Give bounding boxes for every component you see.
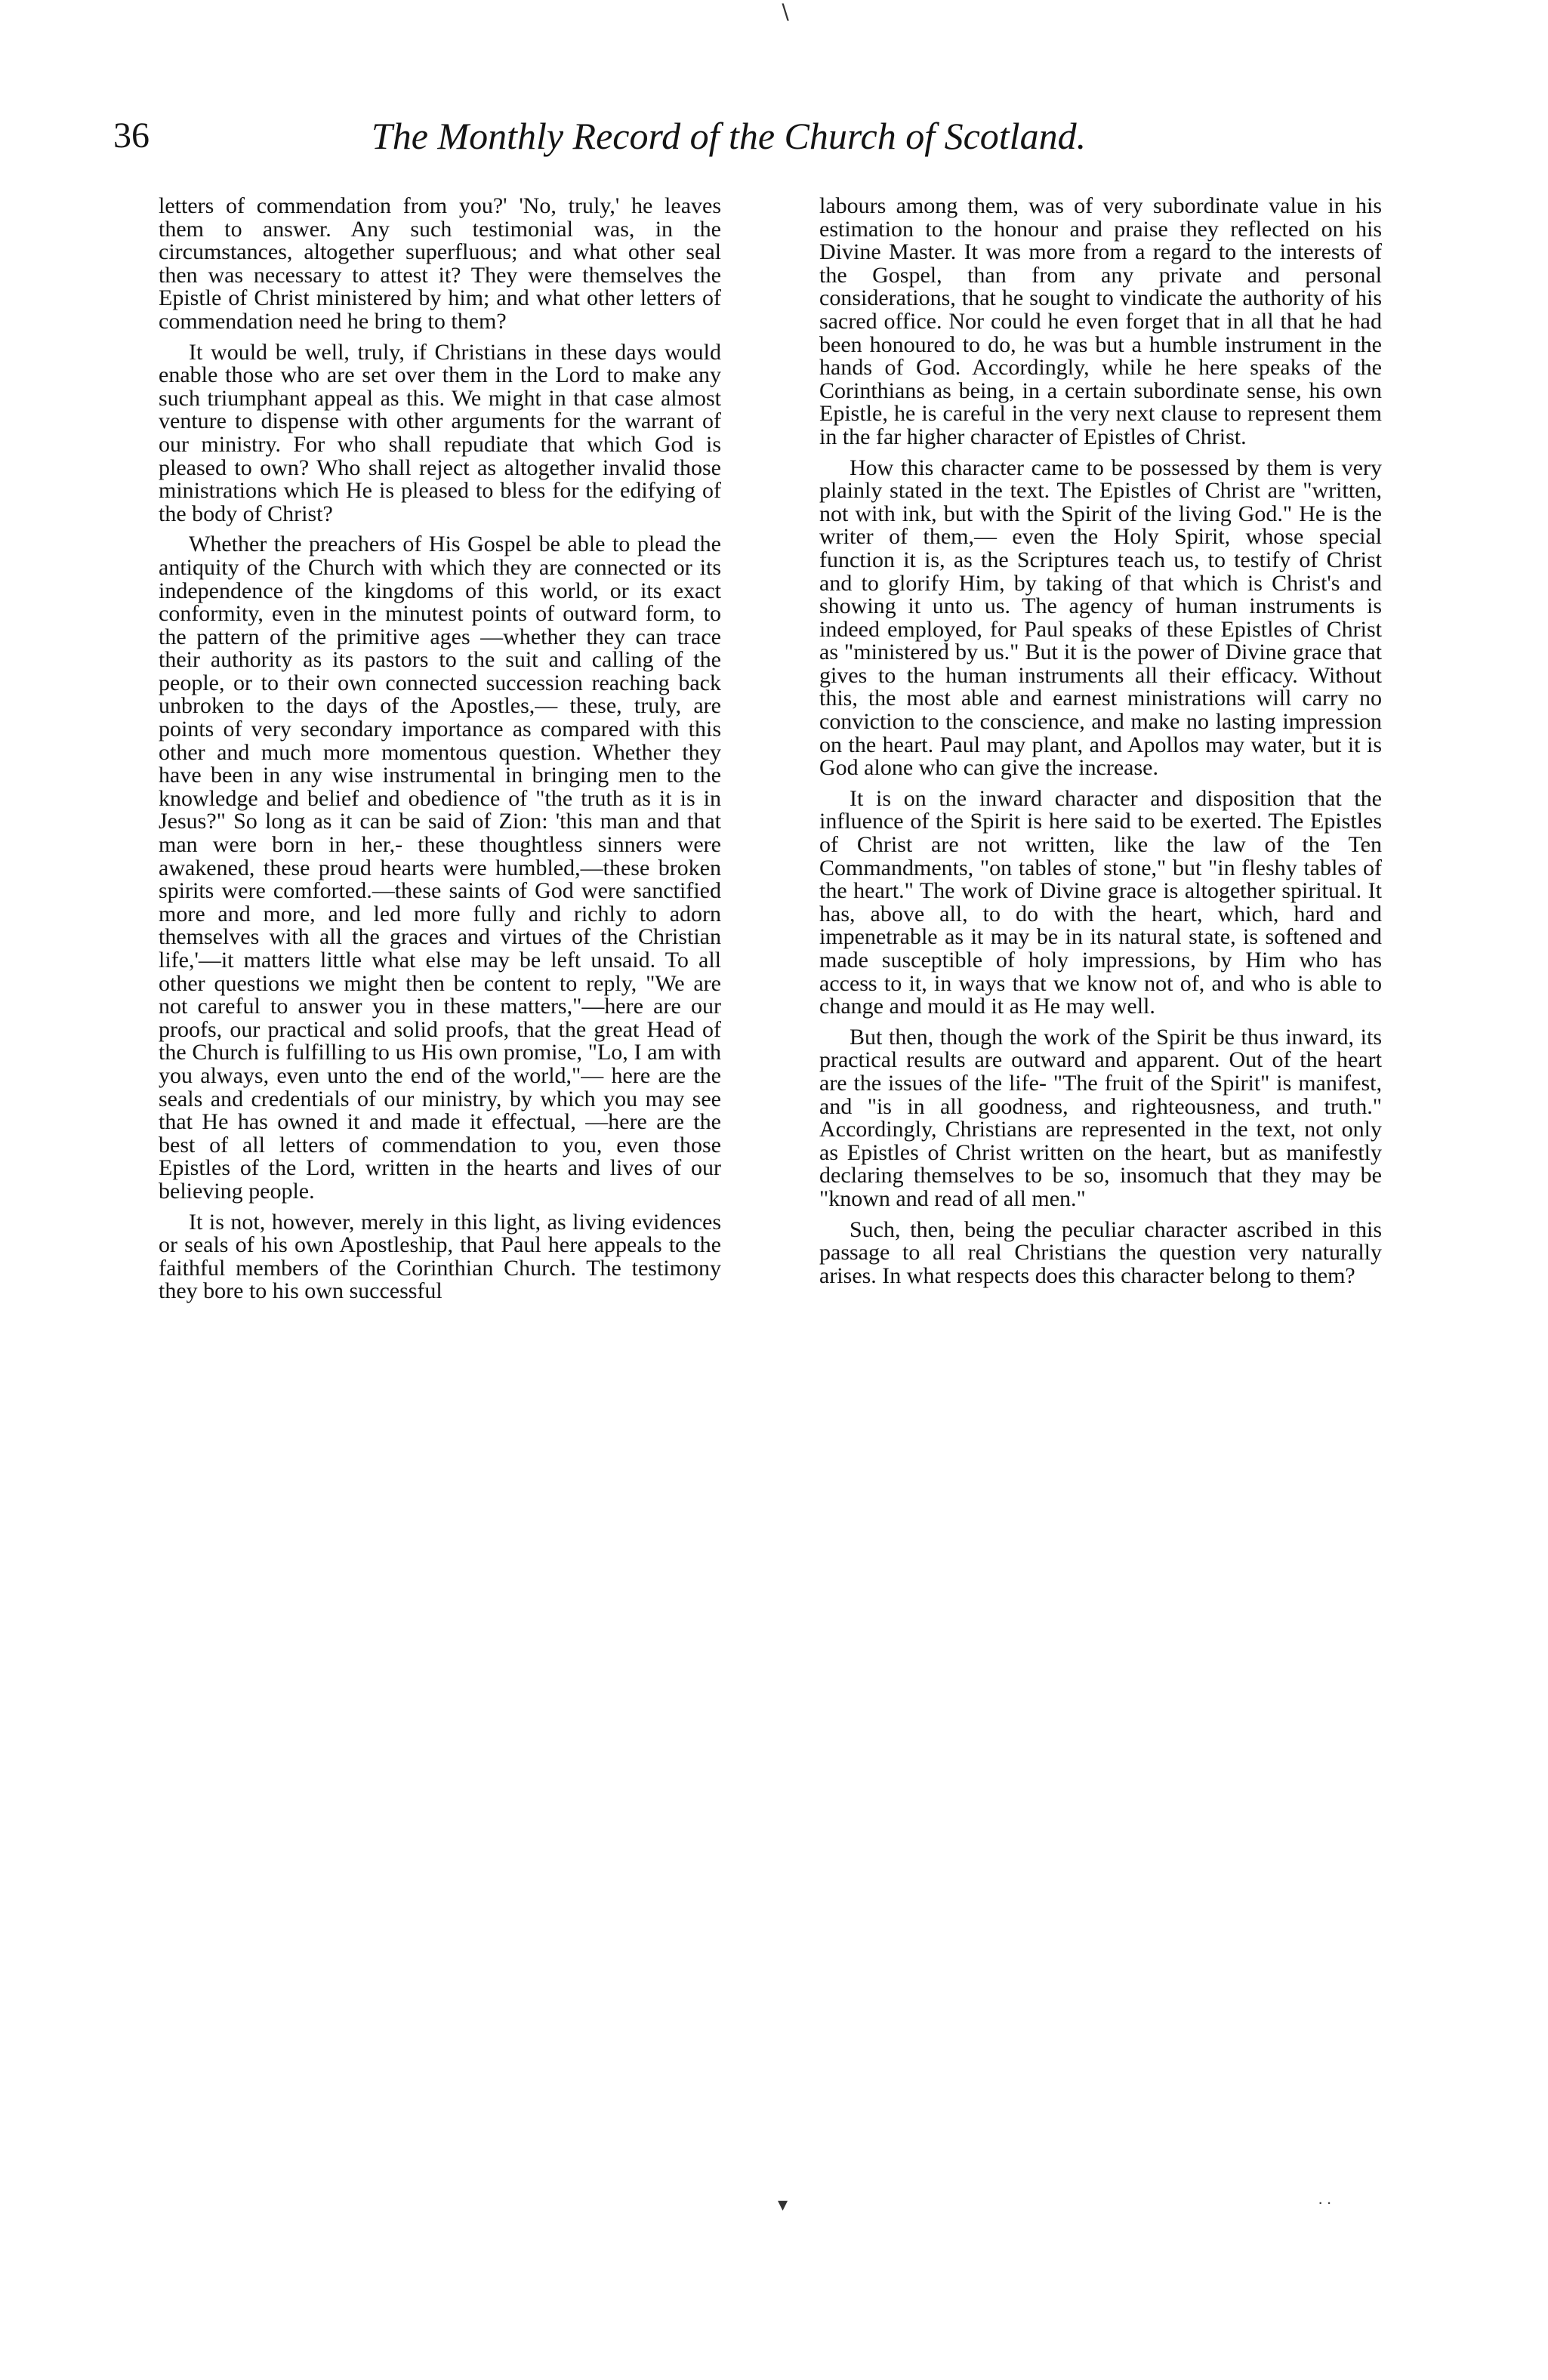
running-title: The Monthly Record of the Church of Scotland.: [371, 115, 1087, 157]
print-speck: ··: [1318, 2193, 1335, 2212]
paragraph: How this character came to be possessed by them is very plainly stated in the text. The Epistles of Christ are "written, not with ink, but with the Spirit of the living God." He is the writer of them,— even the Holy Spirit, whose special function it is, as the Scriptures teach us, to testify of Christ and to glorify Him, by taking of that which is Christ's and showing it unto us. The agency of human instruments is indeed employed, for Paul speaks of these Epistles of Christ as "ministered by us." But it is the power of Divine grace that gives to the human instruments all their efficacy. Without this, the most able and earnest ministrations will carry no conviction to the conscience, and make no lasting impression on the heart. Paul may plant, and Apollos may water, but it is God alone who can give the increase.: [819, 455, 1382, 781]
paragraph: labours among them, was of very subordinate value in his estimation to the honour and praise they reflected on his Divine Master. It was more from a regard to the interests of the Gospel, than from any private and personal considerations, that he sought to vindicate the authority of his sacred office. Nor could he even forget that in all that he had been honoured to do, he was but a humble instrument in the hands of God. Accordingly, while he here speaks of the Corinthians as being, in a certain subordinate sense, his own Epistle, he is careful in the very next clause to represent them in the far higher character of Epistles of Christ.: [819, 193, 1382, 449]
right-column: [819, 195, 1382, 1295]
page-number: 36: [113, 116, 150, 156]
print-speck: ∖: [778, 2, 791, 25]
paragraph: It would be well, truly, if Christians in these days would enable those who are set over them in the Lord to make any such triumphant appeal as this. We might in that case almost venture to dispense with other arguments for the warrant of our ministry. For who shall repudiate that which God is pleased to own? Who shall reject as altogether invalid those ministrations which He is pleased to bless for the edifying of the body of Christ?: [159, 339, 721, 526]
paragraph: But then, though the work of the Spirit be thus inward, its practical results are outward and apparent. Out of the heart are the issues of the life- "The fruit of the Spirit" is manifest, and "is in all goodness, and righteousness, and truth." Accordingly, Christians are represented in the text, not only as Epistles of Christ written on the heart, but as manifestly declaring themselves to be so, insomuch that they may be "known and read of all men.": [819, 1024, 1382, 1211]
page-header: [113, 113, 1216, 166]
paragraph: Whether the preachers of His Gospel be able to plead the antiquity of the Church with which they are connected or its independence of the kingdoms of this world, or its exact conformity, even in the minutest points of outward form, to the pattern of the primitive ages —whether they can trace their authority as its pastors to the suit and calling of the people, or to their own connected succession reaching back unbroken to the days of the Apostles,— these, truly, are points of very secondary importance as compared with this other and much more momentous question. Whether they have been in any wise instrumental in bringing men to the knowledge and belief and obedience of "the truth as it is in Jesus?" So long as it can be said of Zion: 'this man and that man were born in her,- these thoughtless sinners were awakened, these proud hearts were humbled,—these broken spirits were comforted.—these saints of God were sanctified more and more, and led more fully and richly to adorn themselves with all the graces and virtues of the Christian life,'—it matters little what else may be left unsaid. To all other questions we might then be content to reply, "We are not careful to answer you in these matters,"—here are our proofs, our practical and solid proofs, that the great Head of the Church is fulfilling to us His own promise, "Lo, I am with you always, even unto the end of the world,"— here are the seals and credentials of our ministry, by which you may see that He has owned it and made it effectual, —here are the best of all letters of commendation to you, even those Epistles of the Lord, written in the hearts and lives of our believing people.: [159, 532, 721, 1204]
paragraph: Such, then, being the peculiar character ascribed in this passage to all real Christians the question very naturally arises. In what respects does this character belong to them?: [819, 1216, 1382, 1288]
paragraph: It is not, however, merely in this light, as living evidences or seals of his own Apostleship, that Paul here appeals to the faithful members of the Corinthian Church. The testimony they bore to his own successful: [159, 1209, 721, 1304]
paragraph: letters of commendation from you?' 'No, truly,' he leaves them to answer. Any such testimonial was, in the circumstances, altogether superfluous; and what other seal then was necessary to attest it? They were themselves the Epistle of Christ ministered by him; and what other letters of commendation need he bring to them?: [159, 193, 721, 334]
left-column: [159, 195, 721, 1311]
print-speck: ▾: [778, 2193, 788, 2215]
paragraph: It is on the inward character and disposition that the influence of the Spirit is here said to be exerted. The Epistles of Christ are not written, like the law of the Ten Commandments, "on tables of stone," but "in fleshy tables of the heart." The work of Divine grace is altogether spiritual. It has, above all, to do with the heart, which, hard and impenetrable as it may be in its natural state, is softened and made susceptible of holy impressions, by Him who has access to it, in ways that we know not of, and who is able to change and mould it as He may well.: [819, 785, 1382, 1019]
